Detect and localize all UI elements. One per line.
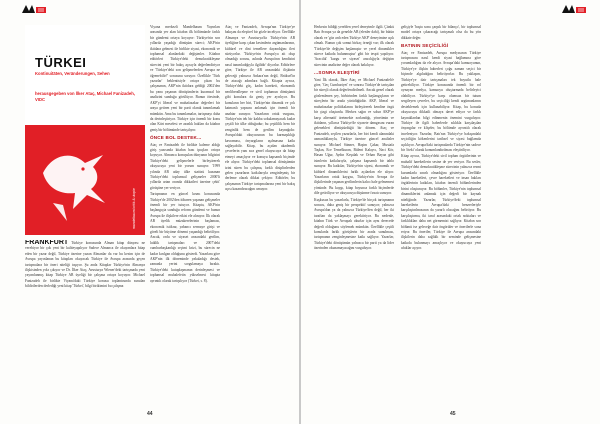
paragraph: Ataç ve Fanizadeh ile birlikte kaleme aldığı giriş yazısında kitabın bazı ipuçları ortaya koyuyor. Almanca konuşulan dünyanın bilgisini Türkiye'deki gelişmelerle birleştirerek okuyucuya yeni bir yorum sunuyor. '1999 yılında AB aday ülke statüsü kazanan Türkiye'deki toplumsal gelişmeler 2000'li yıllarda artan oranda dikkatleri üzerine çekti' görüşüne yer veriyor. [150,142,220,190]
paragraph: Kitap ayrıca, Türkiye'deki sivil toplum örgütlerinin ve muhalif hareketlerin sesine de yer veriyor. Bu sesler, Türkiye'deki demokratikleşme sürecinin yalnızca resmi kurumlarla sınırlı olmadığını gösteriyor. Özellikle kadın hareketleri, çevre hareketleri ve insan hakları örgütlerinin katkıları, kitabın önemli bölümlerinden birini oluşturuyor. Bu bölümler, Türkiye'nin toplumsal dinamiklerini anlamak için değerli bir kaynak niteliğinde. Yazarlar, Türkiye'deki toplumsal hareketlerin Avrupa'daki benzerleriyle karşılaştırılmasının da yararlı olacağını belirtiyor. Bu karşılaştırma, iki taraf arasındaki ortak noktaları ve farklılıkları daha net görmemizi sağlıyor. Kitabın son bölümü ise geleceğe dair öngörüler ve önerilerle sona eriyor. Bu öneriler, Türkiye ile Avrupa arasındaki ilişkilerin daha sağlıklı bir zeminde gelişmesine katkıda bulunmayı amaçlıyor ve okuyucuya yeni ufuklar açıyor. [401,154,481,251]
left-column-1 [25,240,145,400]
magazine-logo-icon [560,3,588,15]
paragraph: Herkesin bildiği yerelden yerel deneyimle ilgili. Çünkü Batı Avrupa ya da genelde AB (elenler dahi), bir bütün olarak ve 'göz ardı eden Türkiye AKP' deneyimine açık olmalı. Bunun çok somut birkaç örneği var; ilk olarak 'Türkiye'de değişim başlamıştır ve yerel dinamikler sürece katkıda bulunmuştur' gibi bir tespit yapılıyor. 'Aracılık' 'kurgu ve siyaset' aracılığıyla değişim sürecinin analizine değer olarak bakılıyor. [314,25,394,67]
paragraph: Viyana merkezli Mandelbaum Yayınları arasında yer alan kitabın ilk bölümünde farklı bir gündemi ortaya koyuyor: Türkiye'nin son yıllarda yaşadığı dönüşüm süreci; AKP'nin iktidara gelmesi ile birlikte siyasi, ekonomik ve toplumsal alanlardaki değişimler. Kitabın editörleri Türkiye'deki demokratikleşme sürecini yeni bir bakış açısıyla değerlendiriyor ve 'Türkiye'deki son gelişmelerden Avrupa ne öğrenebilir?' sorusunu soruyor. Özellikle 'Türk yazarlar' beklentisiyle ortaya çıkan bu çalışmanın, AKP'nin iktidara geldiği 2002'den bu yana yaşanan dönüşümlerin kuramsal bir analizini sunduğu görülüyor. Bunun ötesinde, AKP'yi liberal ve muhafazakar değerleri bir araya getiren yeni bir parti olarak tanımlamak mümkün. Ama bu tanımlamalar, tartışmayı daha da derinleştiriyor. Türkiye için önemli bir konu olan Kürt meselesi ve azınlık hakları da kitabın geniş bir bölümünde tartışılıyor. [150,25,220,132]
intro-text: Türkiye konusunda Alman kitap dünyası ne verebiyor bir çok yeni bir kaliteyapılıyor Sadece Almanca ile okuyanlara hitap eden bir yazar değil, Türkiye üzerine yazan Almanlar da var bu kesim için de Avrupa yayınlanan bu kitapları okuyacak Türkiye ile Avrupa arasında geçen tartışmalara bir öneri niteliği taşıyor. Şu anda Kitaplar Türkiye'nin Almanya ilişkisinden yola çıkıyor ve Dr. İlker Ataç, Avusturya Wiener'deki tartışmada yeni yayımlanmış kitap Türkiye AB üyeliği bir çalışma ortaya koyuyor. Michael Fanizadeh ile birlikte Viyana'daki Türkiye konusu toplantısında sunulan bildirilerden derlediği yeni kitap 'Türkei', bilgi birikimini bu çalışma [25,241,145,289]
section-subhead: BATININ SEÇİCİLİĞİ [401,43,449,49]
book-cover-subtitle: Kontinuitäten, Veränderungen, Sehen [35,71,110,76]
book-cover-spine-text: mandelbaum kritik & utopie [132,188,136,229]
left-column-3 [225,25,295,405]
paragraph: Ataç ve Fanizadeh, Avrupa medyasının Türkiye tartışmasını nasıl kendi siyasi bağlamına göre yorumladığını da ele alıyor. Avrupa'daki kamuoyunun, Türkiye'ye ilişkin haberleri çoğu zaman seçici bir biçimde algıladığını belirtiyorlar. Bu yaklaşım, Türkiye'ye dair tartışmaları tek boyutlu hale getirebiliyor. Türkiye konusunda önemli bir rol oynayan medya, kamuoyu oluşturmada belirleyici olabiliyor. Türkiye'ye karşı olumsuz bir tutum sergileyen çevreler, bu seçiciliği kendi argümanlarını desteklemek için kullanabiliyor. Kitap, bu konuda okuyucuyu dikkatli olmaya davet ediyor ve farklı kaynaklardan bilgi edinmenin önemini vurguluyor. Türkiye ile ilgili haberlerde sıklıkla karşılaşılan önyargılar ve klişeler, bu bölümde ayrıntılı olarak inceleniyor. Yazarlar, Batı'nın Türkiye'ye bakışındaki seçiciliğin kökenlerini tarihsel ve siyasi bağlamda açıklıyor. Avrupa'daki tartışmalarda Türkiye'nin sadece bir 'öteki' olarak konumlandırılması eleştiriliyor. [401,50,481,152]
intro-paragraph [25,240,145,290]
book-cover-title: TÜRKEI [35,55,87,70]
paragraph: Yani İlk olarak, İlker Ataç ve Michael Fanizadeh'e göre, 'Geç Cumhuriyet' ve sonrası Türkiye'de tartışılan bir süreçli olarak değerlendirilmeli. Ancak genel olarak gözlemlenen şey, birbirinden farklı başlangıçların ve süreçlerin bir arada yürüdüğüdür. AKP, liberal ve muhafazakar politikalarını birleştirerek kendine özgü bir çizgi oluşturdu. Merkez sağın ve solun AKP'ye karşı alternatif üretmekte zorlandığı, yönetimin ve iktidarın, yıllarca Türkiye'de siyasete damgasını vuran gelenekleri dönüştürdüğü bir dönem. Ataç ve Fanizadeh, seçilen yazarlarla, her biri kendi alanındaki uzmanlıklarıyla, Türkiye üzerine güncel analizler sunuyor. Michael Sünner, Haşim Çakar, Mustafa Taşkın, Ece Temelkuran, Bülent Kalaycı, Naci Kör, Hasan Uğur, Aydın Keşalak ve Orhan Bayaz gibi isimlerin katkılarıyla, çalışma kapsamlı bir tablo sunuyor. Bu katkılar, Türkiye'nin siyasi, ekonomik ve kültürel dinamiklerini farklı açılardan ele alıyor. Yazarların ortak kaygısı, Türkiye'nin Avrupa ile ilişkilerinde yaşanan gerilimlerin kalıcı hale gelmemesi yönünde. Bu kaygı, kitap boyunca farklı biçimlerde dile getiriliyor ve okuyucuya düşünme fırsatı sunuyor. [314,77,394,196]
page-number: 44 [147,411,153,417]
book-cover-editors: herausgegeben von İlker Ataç, Michael Fanizadeh, VIDC [35,91,135,102]
page-number: 45 [450,411,456,417]
book-cover [25,25,145,235]
left-column-2 [150,25,220,405]
magazine-logo-icon [20,3,48,15]
paragraph: Ataç ve Fanizadeh, Avrupa'nın Türkiye'ye bakışını da eleştirel bir gözle inceliyor. Özellikle Almanya ve Avusturya'da Türkiye'nin AB üyeliğine karşı çıkan kesimlerin argümanlarının, kültürel ve dini temellere dayandığını ileri sürüyorlar. 'Türkiye'nin Avrupa'ya ait olup olmadığı sorusu, aslında Avrupa'nın kendisini nasıl tanımladığıyla ilgilidir' diyorlar. Editörlere göre, Türkiye ile AB arasındaki ilişkinin geleceği yalnızca Ankara'nın değil, Brüksel'in de atacağı adımlara bağlı. Kitapta ayrıca, Türkiye'deki göç, kadın hareketi, ekonomik neoliberalleşme ve sivil toplumun dönüşümü gibi konulara da geniş yer ayrılıyor. Bu konuların her biri, Türkiye'nin dinamik ve çok katmanlı yapısını anlamak için önemli bir anahtar sunuyor. Yazarların ortak vurgusu, Türkiye'nin tek bir kalıba sokulamayacak kadar çeşitli bir ülke olduğudur; bu çeşitlilik hem bir zenginlik hem de gerilim kaynağıdır. Avrupa'daki okuyucunun bu karmaşıklığı kavraması, önyargıların aşılmasına katkı sağlayabilir. Kitap, bu açıdan akademik çevrelerin yanı sıra genel okuyucuya da hitap etmeyi amaçlıyor ve konuyu kapsamlı biçimde ele alıyor. Türkiye'deki toplumsal dönüşümün izini süren bu çalışma, farklı disiplinlerden gelen yazarların katkılarıyla zenginleşmiş bir derleme olarak dikkat çekiyor. Editörler, bu çalışmanın Türkiye tartışmalarına yeni bir bakış açısı kazandıracağını umuyor. [225,25,295,192]
paragraph: gelişiyle 'başta sona çarpık bir bilanço', bir toplumsal model ortaya çıkaracağı tartışmalı olsa da bu yön dikkate değer. [401,25,481,40]
dateline: FRANKFURT [25,240,69,246]
section-subhead: ...SONRA ELEŞTİRİ [314,70,360,76]
section-subhead: ÖNCE BOL DESTEK... [150,135,202,141]
paragraph: Kuşkusuz bu yazarlarla, Türkiye'de birçok tartışmanın sonucu, daha geniş bir perspektif sunuyor; yalnızca Avrupa'dan ya da yalnızca Türkiye'den değil, her iki taraftan da yaklaşmayı gerektiriyor. Bu nedenle, kitabın Türk ve Avrupalı okurlar için aynı derecede değerli olduğunu söylemek mümkün. Özellikle çeşitli konularda farklı görüşlerin bir arada sunulması, tartışmanın zenginleşmesine katkı sağlıyor. Yazarlar, Türkiye'deki dönüşümün yalnızca bir parti ya da lider üzerinden okunamayacağını vurguluyor. [314,197,394,251]
right-column-2 [401,25,481,405]
left-page [0,0,299,424]
book-cover-spine [128,145,142,231]
right-column-1 [314,25,394,405]
right-page [301,0,600,424]
paragraph: Tartışmanın en güncel kısmı konusunda Türkiye'de 2002'den itibaren yaşanan gelişmeler önemli bir yer tutuyor. Kitapta, AKP'nin başlangıçta sunduğu reform gündemi ve bunun Avrupa ile ilişkilere etkisi ele alınıyor. İlk olarak AB üyelik müzakerelerinin başlaması, ekonomik istikrar, yabancı sermaye girişi ve göreli bir büyüme dönemi yaşandığı belirtiliyor. Ancak, ordu ve siyaset arasındaki gerilim, laiklik tartışmaları ve 2007'deki cumhurbaşkanlığı seçimi krizi, bu sürecin ne kadar kırılgan olduğunu gösterdi. Yazarlara göre AKP'nin ilk döneminde yakaladığı destek, zamanla yerini sorgulamaya bıraktı. Türkiye'deki kutuplaşmanın derinleşmesi ve toplumsal muhalefetin yükselmesi kitapta ayrıntılı olarak tartışılıyor (Türkei, s. 8). [150,192,220,283]
bird-silhouette-icon [33,133,123,229]
